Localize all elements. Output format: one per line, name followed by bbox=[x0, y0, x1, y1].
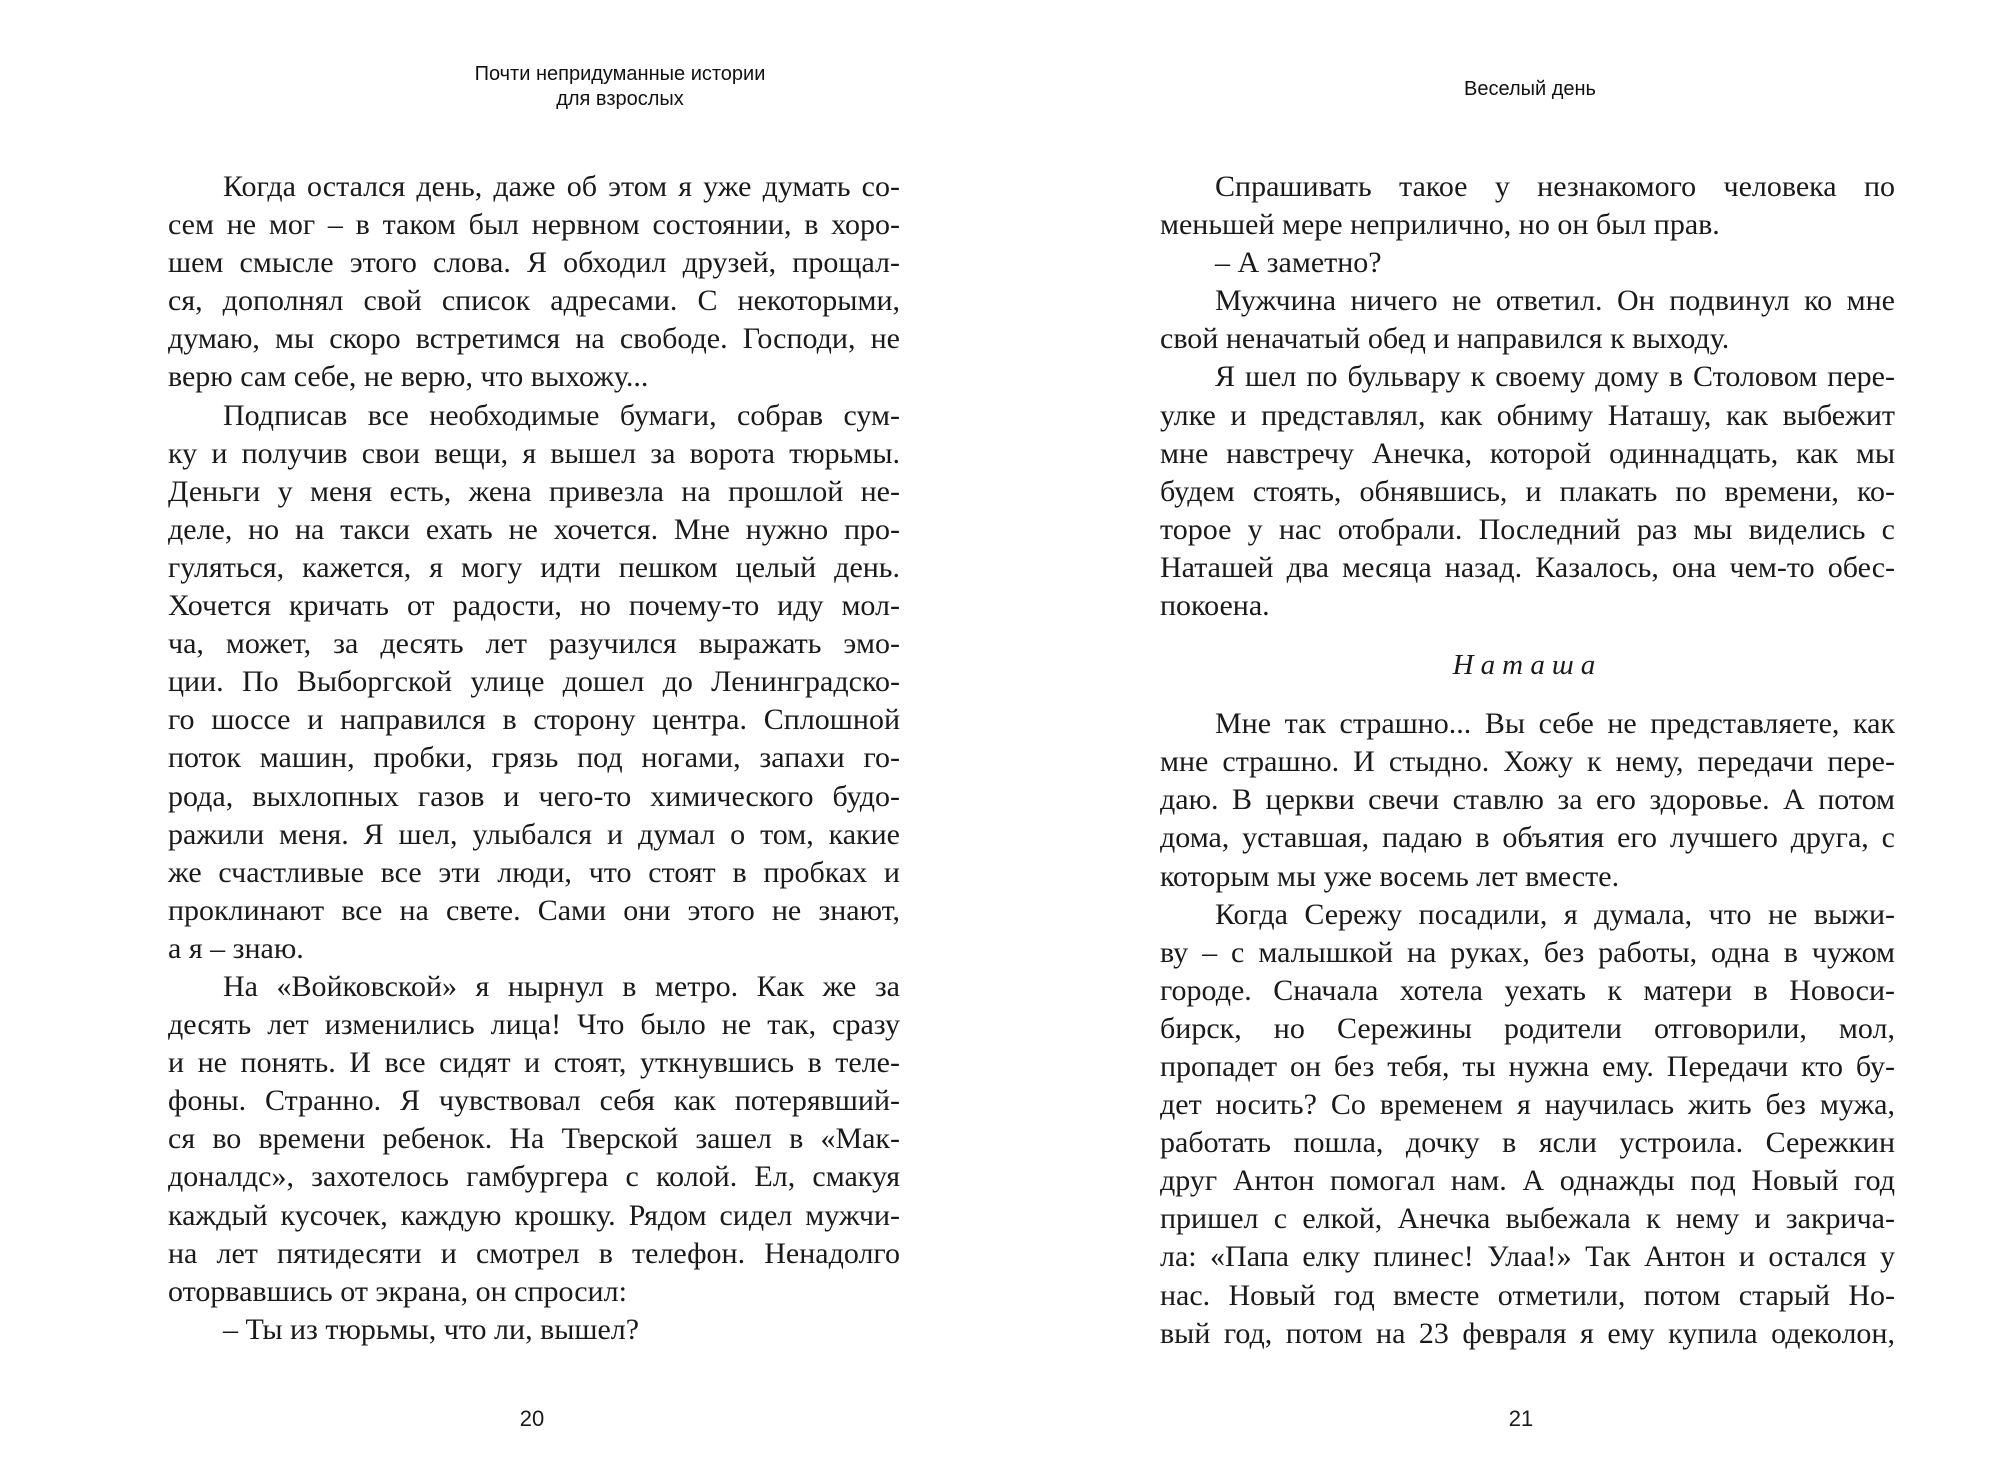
text-line: го шоссе и направился в сторону центра. Сплошной bbox=[168, 703, 900, 737]
text-line: Деньги у меня есть, жена привезла на прошлой не- bbox=[168, 474, 900, 508]
running-head-line: Почти непридуманные истории bbox=[474, 63, 766, 85]
text-line: проклинают все на свете. Сами они этого не знают, bbox=[168, 893, 900, 927]
running-head-right bbox=[1210, 77, 1850, 102]
text-line: верю сам себе, не верю, что выхожу... bbox=[168, 360, 649, 394]
text-line: Наташей два месяца назад. Казалось, она чем-то обес- bbox=[1160, 550, 1895, 584]
running-head-line: Веселый день bbox=[1464, 78, 1596, 100]
text-line: каждый кусочек, каждую крошку. Рядом сидел мужчи- bbox=[168, 1198, 900, 1232]
text-line: думаю, мы скоро встретимся на свободе. Господи, не bbox=[168, 322, 900, 356]
running-head-left bbox=[300, 62, 940, 112]
text-line: ла: «Папа елку плинес! Улаа!» Так Антон и остался у bbox=[1160, 1240, 1895, 1274]
text-line: ся во времени ребенок. На Тверской зашел в «Мак- bbox=[168, 1122, 900, 1156]
section-heading: Наташа bbox=[1452, 649, 1603, 682]
text-line: же счастливые все эти люди, что стоят в пробках и bbox=[168, 855, 900, 889]
text-line: ку и получив свои вещи, я вышел за ворота тюрьмы. bbox=[168, 436, 900, 470]
text-line: городе. Сначала хотела уехать к матери в Новоси- bbox=[1160, 973, 1895, 1007]
text-line: Я шел по бульвару к своему дому в Столовом пере- bbox=[1215, 360, 1895, 394]
text-line: ражили меня. Я шел, улыбался и думал о том, какие bbox=[168, 817, 900, 851]
text-line: улке и представлял, как обниму Наташу, как выбежит bbox=[1160, 398, 1895, 432]
text-line: На «Войковской» я нырнул в метро. Как же за bbox=[223, 969, 900, 1003]
text-line: торое у нас отобрали. Последний раз мы виделись с bbox=[1160, 512, 1895, 546]
text-line: оторвавшись от экрана, он спросил: bbox=[168, 1274, 627, 1308]
text-line: работать пошла, дочку в ясли устроила. Сережкин bbox=[1160, 1126, 1895, 1160]
running-head-line: для взрослых bbox=[556, 88, 684, 110]
text-line: вый год, потом на 23 февраля я ему купила одеколон, bbox=[1160, 1316, 1895, 1350]
text-line: мне навстречу Анечка, которой одиннадцать, как мы bbox=[1160, 436, 1895, 470]
text-line: нас. Новый год вместе отметили, потом старый Но- bbox=[1160, 1278, 1895, 1312]
left-page-body bbox=[168, 168, 900, 1349]
text-line: гуляться, кажется, я могу идти пешком целый день. bbox=[168, 550, 900, 584]
text-line: поток машин, пробки, грязь под ногами, запахи го- bbox=[168, 741, 900, 775]
text-line: пропадет он без тебя, ты нужна ему. Передачи кто бу- bbox=[1160, 1049, 1895, 1083]
text-line: ча, может, за десять лет разучился выражать эмо- bbox=[168, 627, 900, 661]
text-line: Подписав все необходимые бумаги, собрав сум- bbox=[223, 398, 900, 432]
text-line: даю. В церкви свечи ставлю за его здоровье. А потом bbox=[1160, 783, 1895, 817]
page-number-left: 20 bbox=[519, 1406, 545, 1431]
text-line: сем не мог – в таком был нервном состоянии, в хоро- bbox=[168, 208, 900, 242]
text-line: бирск, но Сережины родители отговорили, мол, bbox=[1160, 1011, 1895, 1045]
text-line: доналдс», захотелось гамбургера с колой. Ел, смакуя bbox=[168, 1160, 900, 1194]
text-line: Мужчина ничего не ответил. Он подвинул ко мне bbox=[1215, 284, 1895, 318]
text-line: друг Антон помогал нам. А однажды под Новый год bbox=[1160, 1164, 1895, 1198]
text-line: Спрашивать такое у незнакомого человека по bbox=[1215, 170, 1895, 203]
right-page-body bbox=[1160, 168, 1895, 1353]
text-line: фоны. Странно. Я чувствовал себя как потерявший- bbox=[168, 1084, 900, 1118]
page-number-right: 21 bbox=[1508, 1406, 1534, 1431]
text-line: Мне так страшно... Вы себе не представляете, как bbox=[1215, 707, 1895, 741]
text-line: Когда Сережу посадили, я думала, что не выжи- bbox=[1215, 897, 1895, 931]
text-line: дет носить? Со временем я научилась жить без мужа, bbox=[1160, 1088, 1895, 1122]
text-line: мне страшно. И стыдно. Хожу к нему, передачи пере- bbox=[1160, 745, 1895, 779]
text-line: покоена. bbox=[1160, 589, 1270, 623]
text-line: ву – с малышкой на руках, без работы, одна в чужом bbox=[1160, 935, 1895, 969]
text-line: дома, уставшая, падаю в объятия его лучшего друга, с bbox=[1160, 821, 1895, 855]
text-line: шем смысле этого слова. Я обходил друзей, прощал- bbox=[168, 246, 900, 280]
text-line: Когда остался день, даже об этом я уже думать со- bbox=[223, 170, 900, 203]
text-line: ции. По Выборгской улице дошел до Ленинградско- bbox=[168, 665, 900, 699]
text-line: – А заметно? bbox=[1215, 246, 1382, 280]
text-line: которым мы уже восемь лет вместе. bbox=[1160, 859, 1620, 893]
text-line: Хочется кричать от радости, но почему-то иду мол- bbox=[168, 589, 900, 623]
text-line: – Ты из тюрьмы, что ли, вышел? bbox=[223, 1312, 640, 1346]
text-line: десять лет изменились лица! Что было не так, сразу bbox=[168, 1008, 900, 1042]
text-line: свой неначатый обед и направился к выходу. bbox=[1160, 322, 1730, 356]
text-line: и не понять. И все сидят и стоят, уткнувшись в теле- bbox=[168, 1046, 900, 1080]
text-line: пришел с елкой, Анечка выбежала к нему и закрича- bbox=[1160, 1202, 1895, 1236]
text-line: меньшей мере неприлично, но он был прав. bbox=[1160, 208, 1720, 242]
text-line: ся, дополнял свой список адресами. С некоторыми, bbox=[168, 284, 900, 318]
text-line: на лет пятидесяти и смотрел в телефон. Ненадолго bbox=[168, 1236, 900, 1270]
text-line: будем стоять, обнявшись, и плакать по времени, ко- bbox=[1160, 474, 1895, 508]
text-line: деле, но на такси ехать не хочется. Мне нужно про- bbox=[168, 512, 900, 546]
text-line: рода, выхлопных газов и чего-то химического будо- bbox=[168, 779, 900, 813]
text-line: а я – знаю. bbox=[168, 931, 304, 965]
